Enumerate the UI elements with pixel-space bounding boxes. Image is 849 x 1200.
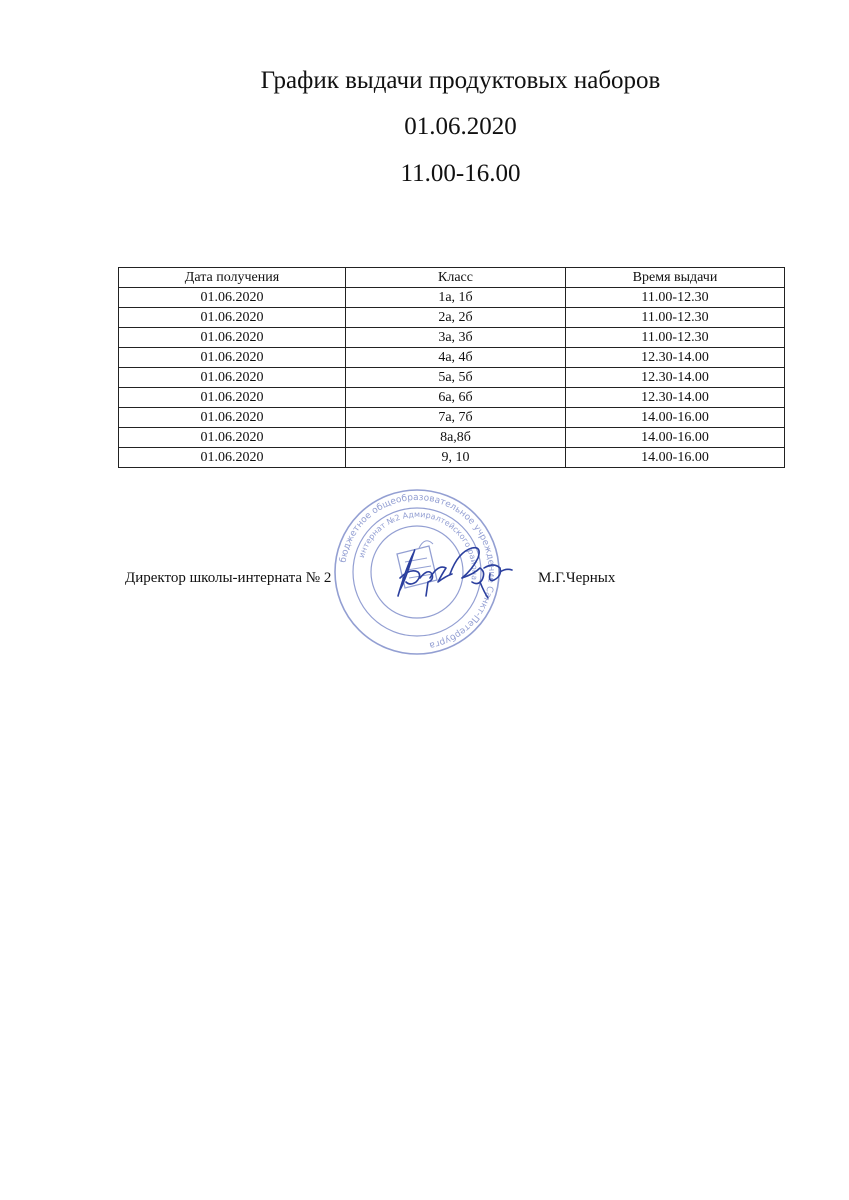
cell-class: 9, 10 — [346, 448, 566, 468]
signer-position: Директор школы-интерната № 2 — [125, 570, 332, 586]
cell-time: 11.00-12.30 — [566, 288, 785, 308]
cell-date: 01.06.2020 — [119, 308, 346, 328]
stamp-outer-text: бюджетное общеобразовательное учреждение Санкт-Петербурга — [338, 492, 497, 650]
table-row — [119, 328, 785, 348]
cell-class: 5а, 5б — [346, 368, 566, 388]
cell-class: 1а, 1б — [346, 288, 566, 308]
document-title: График выдачи продуктовых наборов — [260, 67, 661, 94]
table-row — [119, 408, 785, 428]
handwritten-signature — [376, 538, 526, 600]
cell-time: 14.00-16.00 — [566, 428, 785, 448]
document-date: 01.06.2020 — [404, 113, 517, 140]
document-hours: 11.00-16.00 — [400, 160, 521, 187]
cell-date: 01.06.2020 — [119, 288, 346, 308]
cell-class: 7а, 7б — [346, 408, 566, 428]
table-row — [119, 308, 785, 328]
schedule-table — [118, 267, 785, 468]
cell-date: 01.06.2020 — [119, 388, 346, 408]
header-time: Время выдачи — [566, 268, 785, 288]
cell-date: 01.06.2020 — [119, 328, 346, 348]
table-row — [119, 288, 785, 308]
table-row — [119, 448, 785, 468]
cell-date: 01.06.2020 — [119, 408, 346, 428]
cell-class: 2а, 2б — [346, 308, 566, 328]
cell-time: 11.00-12.30 — [566, 308, 785, 328]
table-row — [119, 388, 785, 408]
cell-date: 01.06.2020 — [119, 428, 346, 448]
cell-date: 01.06.2020 — [119, 368, 346, 388]
cell-time: 12.30-14.00 — [566, 348, 785, 368]
signer-name: М.Г.Черных — [538, 570, 616, 586]
cell-time: 14.00-16.00 — [566, 408, 785, 428]
cell-date: 01.06.2020 — [119, 448, 346, 468]
table-row — [119, 428, 785, 448]
stamp-inner-text: интернат №2 Адмиралтейского района — [356, 509, 480, 581]
cell-date: 01.06.2020 — [119, 348, 346, 368]
cell-class: 3а, 3б — [346, 328, 566, 348]
table-header-row — [119, 268, 785, 288]
header-class: Класс — [346, 268, 566, 288]
cell-class: 4а, 4б — [346, 348, 566, 368]
header-date: Дата получения — [119, 268, 346, 288]
cell-time: 12.30-14.00 — [566, 388, 785, 408]
cell-class: 6а, 6б — [346, 388, 566, 408]
cell-time: 12.30-14.00 — [566, 368, 785, 388]
cell-time: 14.00-16.00 — [566, 448, 785, 468]
table-row — [119, 348, 785, 368]
cell-time: 11.00-12.30 — [566, 328, 785, 348]
cell-class: 8а,8б — [346, 428, 566, 448]
table-row — [119, 368, 785, 388]
